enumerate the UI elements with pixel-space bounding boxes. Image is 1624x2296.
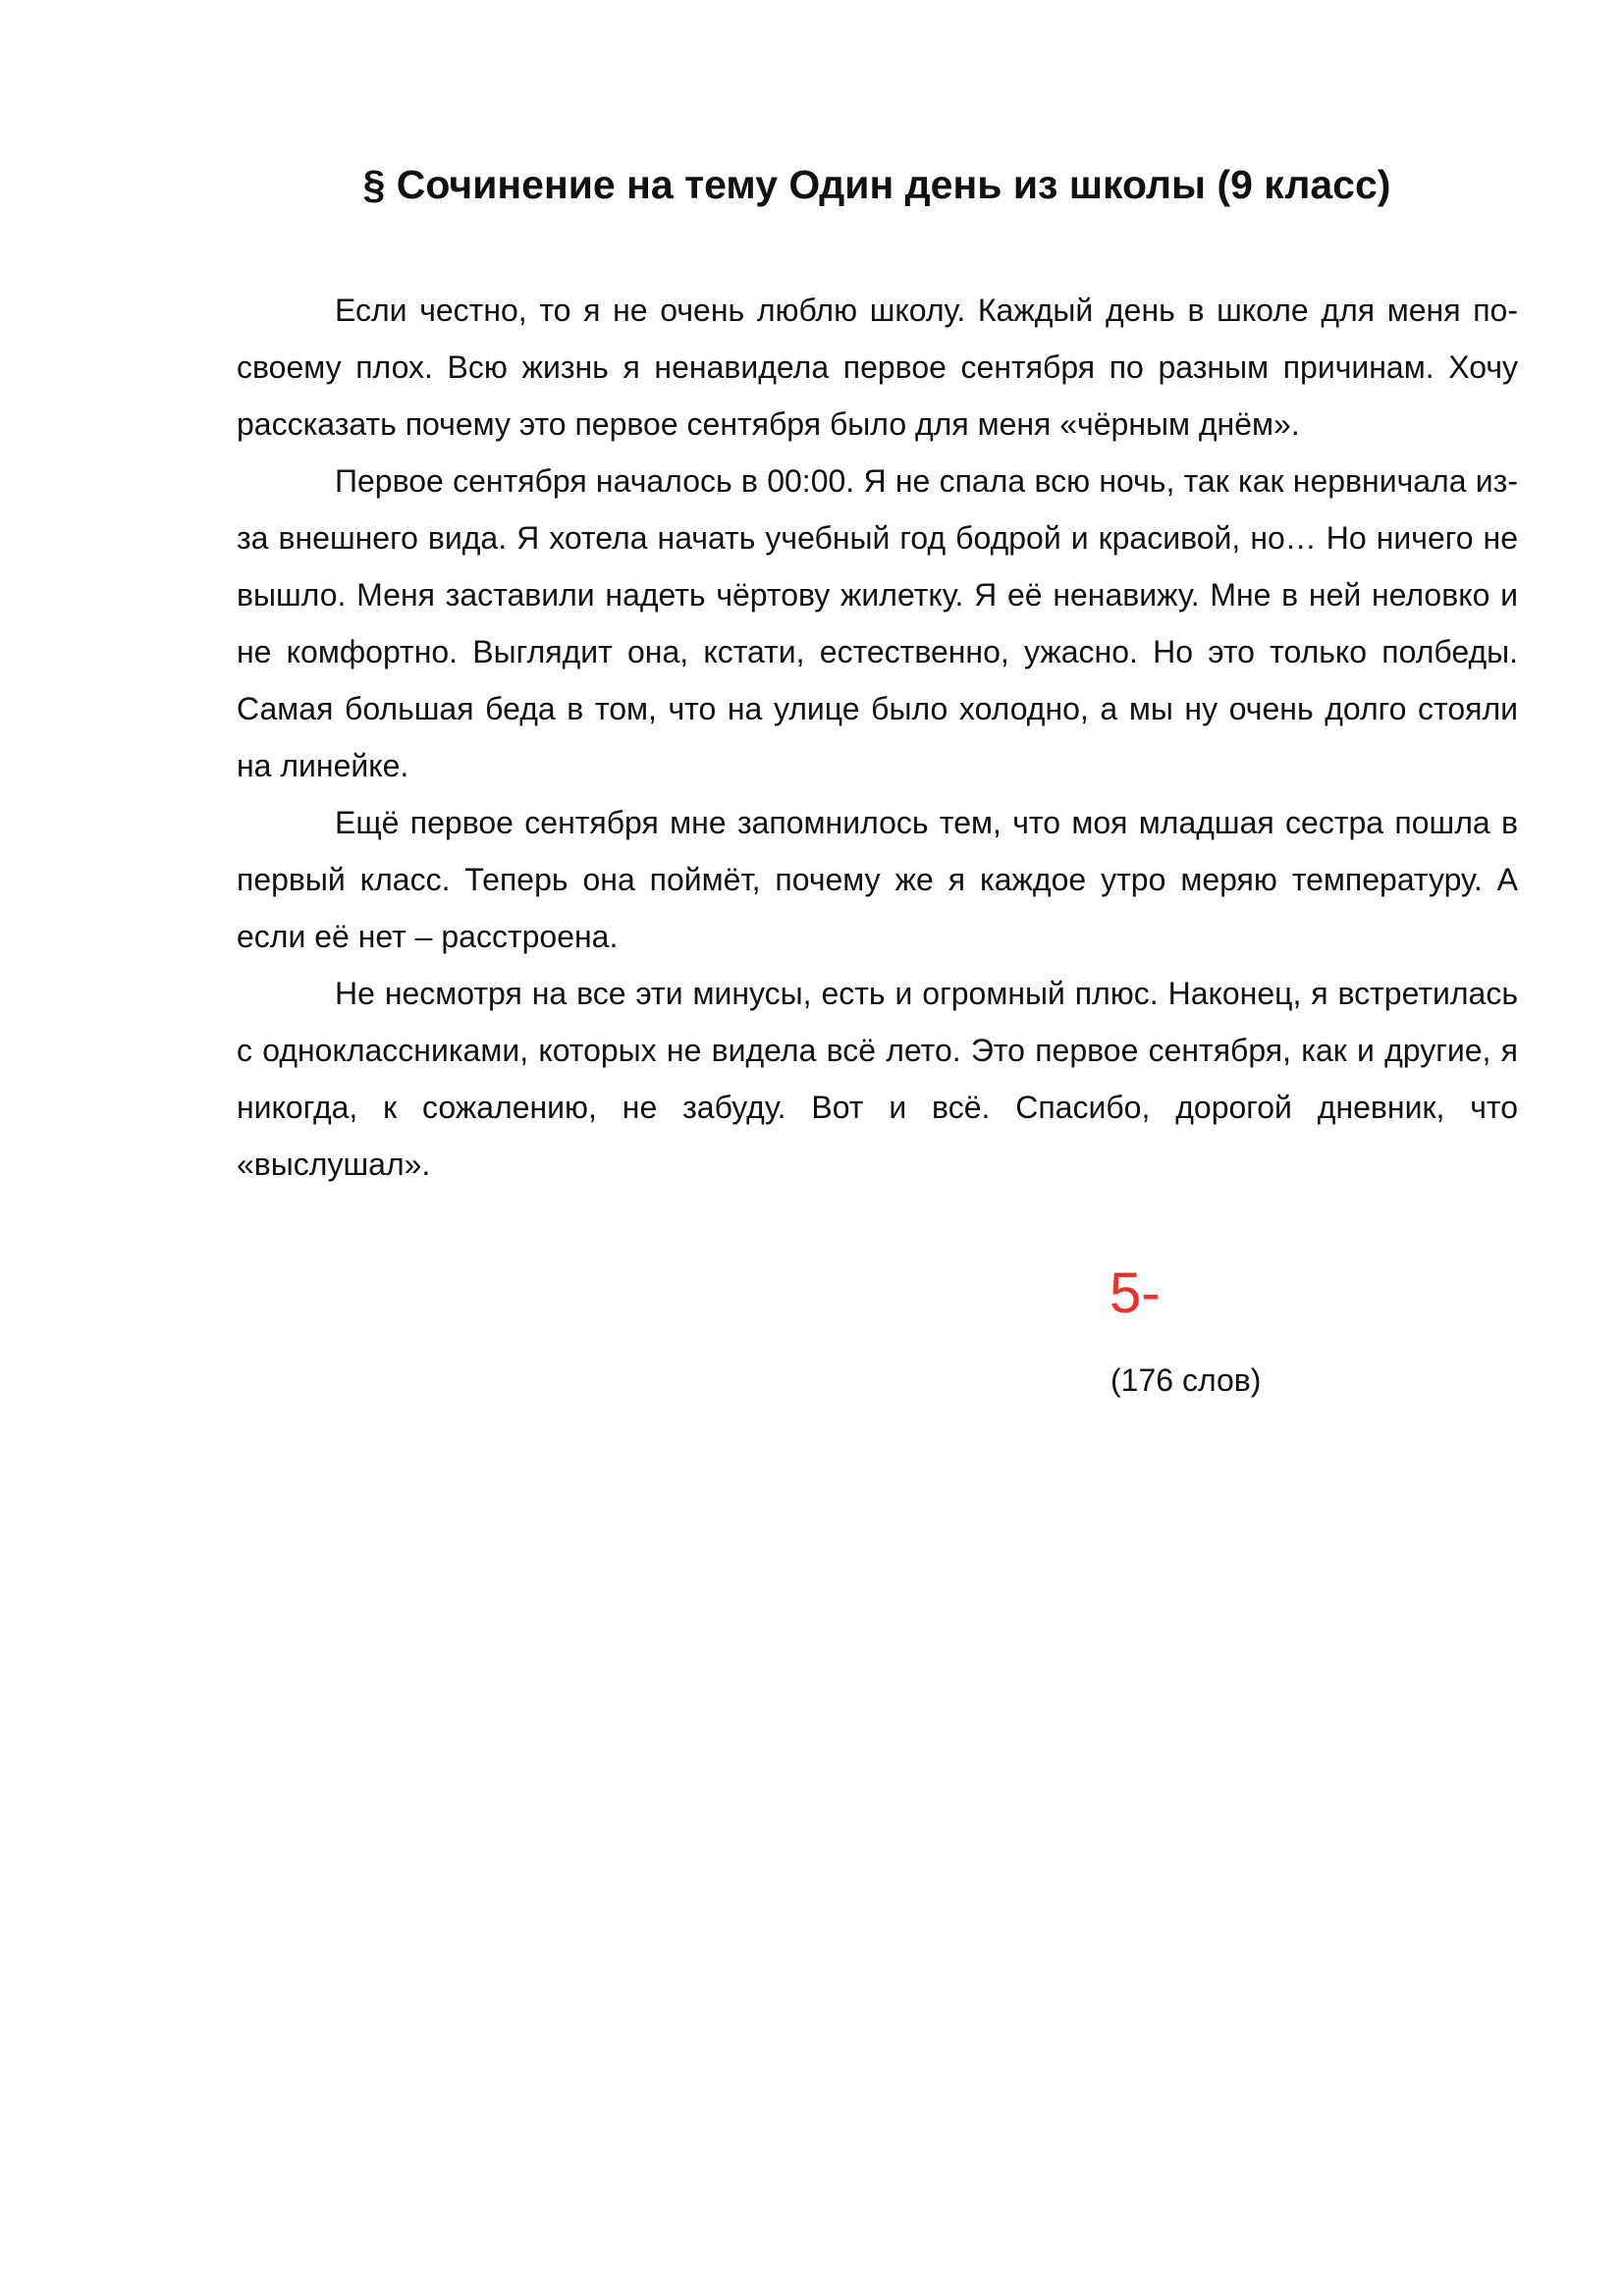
essay-paragraph-3: Ещё первое сентября мне запомнилось тем, что моя младшая сестра пошла в первый класс. Теперь она поймёт, почему же я каждое утро меряю температуру. А если её нет – расстроена.	[237, 805, 1518, 954]
essay-paragraph-1: Если честно, то я не очень люблю школу. Каждый день в школе для меня по-своему плох. Всю жизнь я ненавидела первое сентября по разным причинам. Хочу рассказать почему это первое сентября было для меня «чёрным днём».	[237, 293, 1518, 442]
word-count: (176 слов)	[1110, 1362, 1262, 1398]
essay-title: § Сочинение на тему Один день из школы (9 класс)	[362, 162, 1391, 207]
essay-body	[237, 282, 1518, 1193]
essay-paragraph-2: Первое сентября началось в 00:00. Я не спала всю ночь, так как нервничала из-за внешнего вида. Я хотела начать учебный год бодрой и красивой, но… Но ничего не вышло. Меня заставили надеть чёртову жилетку. Я её ненавижу. Мне в ней неловко и не комфортно. Выглядит она, кстати, естественно, ужасно. Но это только полбеды. Самая большая беда в том, что на улице было холодно, а мы ну очень долго стояли на линейке.	[237, 463, 1518, 783]
grade-mark: 5-	[1110, 1261, 1161, 1325]
essay-paragraph-4: Не несмотря на все эти минусы, есть и огромный плюс. Наконец, я встретилась с одноклассниками, которых не видела всё лето. Это первое сентября, как и другие, я никогда, к сожалению, не забуду. Вот и всё. Спасибо, дорогой дневник, что «выслушал».	[237, 976, 1518, 1182]
